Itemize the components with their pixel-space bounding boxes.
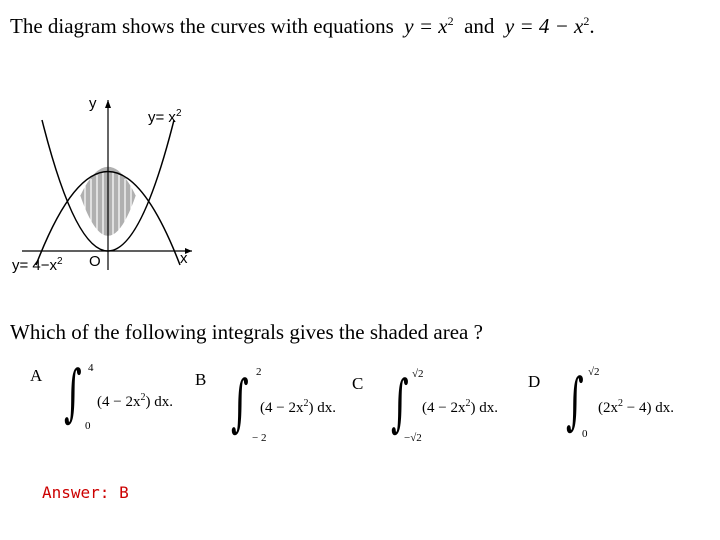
option-c-letter: C: [352, 374, 364, 393]
curve2-label: $y= 4-x^2$: [12, 256, 63, 274]
option-a-upper-limit: 4: [88, 362, 94, 374]
option-d-upper-limit: √2: [588, 366, 600, 378]
option-b-letter: B: [195, 370, 207, 389]
question-intro: The diagram shows the curves with equations: [10, 14, 394, 38]
option-c-integrand: $(4 - 2x^2)$ dx.: [422, 398, 498, 416]
option-d-integral-sign: ∫: [566, 364, 584, 437]
curves-diagram: [0, 80, 220, 280]
option-c-lower-limit: −√2: [404, 432, 422, 444]
option-a-integral-sign: ∫: [64, 356, 82, 429]
y-axis-label: y: [89, 95, 97, 112]
equation-1: $y = x^2$: [404, 14, 454, 38]
equation-2: $y = 4 - x^2$: [504, 14, 590, 38]
option-b-integral-sign: ∫: [231, 366, 249, 439]
prompt-text: Which of the following integrals gives the shaded area ?: [10, 320, 483, 344]
option-b-lower-limit: − 2: [252, 432, 267, 444]
option-c-upper-limit: √2: [412, 368, 424, 380]
answer-text: Answer: B: [42, 483, 129, 502]
option-b-upper-limit: 2: [256, 366, 262, 378]
option-d-lower-limit: 0: [582, 428, 588, 440]
origin-label: O: [89, 253, 101, 270]
option-a-integrand: $(4 - 2x^2)$ dx.: [97, 392, 173, 410]
option-a-lower-limit: 0: [85, 420, 91, 432]
x-axis-label: x: [180, 250, 188, 267]
option-b-integrand: $(4 - 2x^2)$ dx.: [260, 398, 336, 416]
curve1-label: $y= x^2$: [148, 108, 182, 126]
option-c-integral-sign: ∫: [391, 366, 409, 439]
option-d-letter: D: [528, 372, 541, 391]
and-word: and: [464, 14, 495, 38]
option-a-letter: A: [30, 366, 43, 385]
question-text: The diagram shows the curves with equations $y = x^2$ and $y = 4 - x^2$.: [10, 14, 595, 38]
option-d-integrand: $(2x^2 - 4)$ dx.: [598, 398, 674, 416]
